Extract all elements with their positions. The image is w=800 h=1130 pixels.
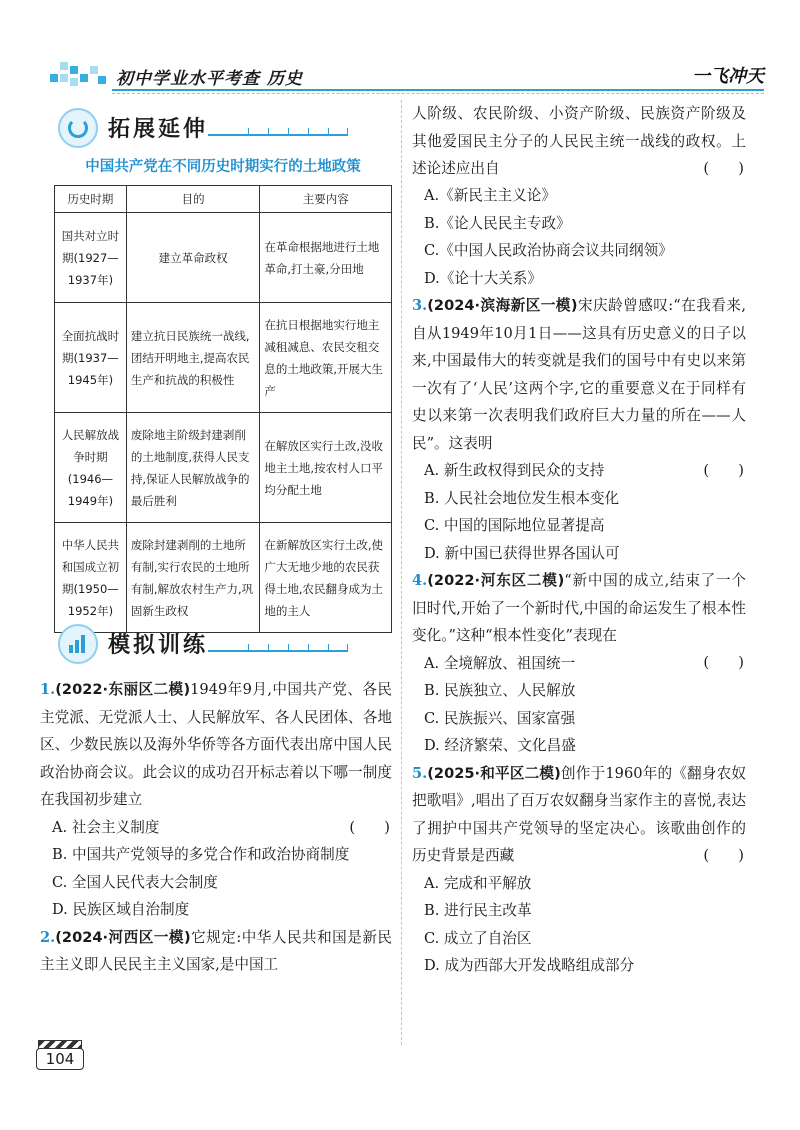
right-column: [412, 100, 746, 980]
option-b[interactable]: B. 中国共产党领导的多党合作和政治协商制度: [52, 846, 350, 863]
question-5: [412, 760, 746, 980]
option-c[interactable]: C. 全国人民代表大会制度: [52, 873, 218, 891]
question-4: [412, 567, 746, 760]
brand-logo: 一飞冲天: [692, 66, 764, 87]
question-text: 创作于1960年的《翻身农奴把歌唱》,唱出了百万农奴翻身当家作主的喜悦,表达了拥护中国共产党领导的坚定决心。该歌曲创作的历史背景是西藏: [412, 764, 746, 864]
period-cell: 人民解放战争时期(1946—1949年): [55, 413, 127, 523]
option-d[interactable]: D. 民族区域自治制度: [52, 901, 190, 918]
question-number: 2.: [40, 928, 56, 946]
column-header: 历史时期: [55, 186, 127, 213]
question-2-start: [40, 924, 392, 979]
content-cell: 在抗日根据地实行地主减租减息、农民交租交息的土地政策,开展大生产: [260, 303, 392, 413]
section-heading-extension: [58, 108, 358, 148]
column-header: 目的: [126, 186, 260, 213]
content-cell: 在新解放区实行土改,使广大无地少地的农民获得土地,农民翻身成为土地的主人: [260, 523, 392, 633]
heading-rule: [208, 650, 348, 652]
page-number: [36, 1040, 84, 1074]
question-source: (2022·河东区二模): [427, 572, 565, 589]
table-header-row: [55, 186, 392, 213]
header-divider: [112, 89, 764, 91]
purpose-cell: 建立革命政权: [126, 213, 260, 303]
swoosh-icon: [58, 108, 98, 148]
column-divider: [401, 100, 402, 1045]
heading-rule: [208, 134, 348, 136]
question-stem: [412, 760, 746, 870]
option-a[interactable]: A. 全境解放、祖国统一: [424, 654, 576, 672]
header-pattern-icon: [50, 62, 110, 90]
question-stem: [412, 567, 746, 650]
question-stem: [40, 676, 392, 814]
left-column: [40, 676, 392, 979]
question-source: (2025·和平区二模): [427, 764, 561, 782]
header-divider-dashed: [112, 93, 764, 94]
period-cell: 全面抗战时期(1937—1945年): [55, 303, 127, 413]
page-number-text: 104: [45, 1050, 75, 1068]
question-source: (2024·河西区一模): [55, 928, 191, 946]
period-cell: 中华人民共和国成立初期(1950—1952年): [55, 523, 127, 633]
section-heading-practice: [58, 624, 358, 664]
question-number: 1.: [40, 681, 56, 698]
answer-blank[interactable]: ( ): [703, 160, 744, 177]
column-header: 主要内容: [260, 186, 392, 213]
option-c[interactable]: C. 成立了自治区: [424, 929, 532, 947]
question-1: [40, 676, 392, 924]
question-3: [412, 292, 746, 567]
purpose-cell: 废除地主阶级封建剥削的土地制度,获得人民支持,保证人民解放战争的最后胜利: [126, 413, 260, 523]
table-row: [55, 413, 392, 523]
option-b[interactable]: B.《论人民民主专政》: [424, 214, 571, 232]
table-title: 中国共产党在不同历史时期实行的土地政策: [85, 159, 361, 175]
content-cell: 在解放区实行土改,没收地主土地,按农村人口平均分配土地: [260, 413, 392, 523]
purpose-cell: 建立抗日民族统一战线,团结开明地主,提高农民生产和抗战的积极性: [126, 303, 260, 413]
land-policy-table: [54, 185, 392, 633]
question-number: 4.: [412, 572, 428, 589]
answer-blank[interactable]: ( ): [703, 846, 744, 864]
option-a[interactable]: A. 新生政权得到民众的支持: [424, 462, 605, 479]
option-b[interactable]: B. 人民社会地位发生根本变化: [424, 489, 620, 507]
answer-blank[interactable]: ( ): [703, 654, 744, 671]
page-header: [50, 58, 766, 92]
option-d[interactable]: D. 新中国已获得世界各国认可: [424, 544, 620, 562]
section-title: 模拟训练: [108, 633, 209, 658]
question-stem: [40, 924, 392, 979]
option-d[interactable]: D. 经济繁荣、文化昌盛: [424, 737, 576, 754]
table-row: [55, 213, 392, 303]
period-cell: 国共对立时期(1927—1937年): [55, 213, 127, 303]
content-cell: 在革命根据地进行土地革命,打土豪,分田地: [260, 213, 392, 303]
question-stem-continued: 人阶级、农民阶级、小资产阶级、民族资产阶级及其他爱国民主分子的人民民主统一战线的政权。上述论述应出自: [412, 105, 746, 177]
option-a[interactable]: A. 社会主义制度: [52, 818, 160, 836]
option-c[interactable]: C.《中国人民政治协商会议共同纲领》: [424, 242, 673, 259]
question-text: 它规定:中华人民共和国是新民主主义即人民民主主义国家,是中国工: [40, 928, 392, 973]
answer-blank[interactable]: ( ): [349, 819, 390, 836]
question-source: (2022·东丽区二模): [55, 681, 191, 698]
answer-blank[interactable]: ( ): [703, 462, 744, 479]
option-c[interactable]: C. 民族振兴、国家富强: [424, 709, 576, 727]
purpose-cell: 废除封建剥削的土地所有制,实行农民的土地所有制,解放农村生产力,巩固新生政权: [126, 523, 260, 633]
option-c[interactable]: C. 中国的国际地位显著提高: [424, 517, 605, 534]
option-b[interactable]: B. 民族独立、人民解放: [424, 682, 576, 699]
question-number: 3.: [412, 297, 428, 314]
question-number: 5.: [412, 764, 428, 782]
option-d[interactable]: D.《论十大关系》: [424, 269, 542, 287]
question-text: 宋庆龄曾感叹:“在我看来,自从1949年10月1日——这具有历史意义的日子以来,中国最伟大的转变就是我们的国号中有史以来第一次有了‘人民’这两个字,它的重要意义在于同样有史以来第一次表明我们政府巨大力量的所在——人民”。这表明: [412, 297, 746, 452]
section-title: 拓展延伸: [108, 117, 209, 142]
question-stem: [412, 292, 746, 457]
option-a[interactable]: A.《新民主主义论》: [424, 187, 556, 204]
bar-chart-icon: [58, 624, 98, 664]
option-a[interactable]: A. 完成和平解放: [424, 874, 532, 892]
question-text: “新中国的成立,结束了一个旧时代,开始了一个新时代,中国的命运发生了根本性变化。”这种“根本性变化”表现在: [412, 572, 746, 644]
question-2-continued: [412, 100, 746, 292]
question-text: 1949年9月,中国共产党、各民主党派、无党派人士、人民解放军、各人民团体、各地区、少数民族以及海外华侨等各方面代表出席中国人民政治协商会议。此会议的成功召开标志着以下哪一制度在我国初步建立: [40, 681, 392, 808]
table-row: [55, 523, 392, 633]
question-source: (2024·滨海新区一模): [427, 297, 578, 314]
option-d[interactable]: D. 成为西部大开发战略组成部分: [424, 957, 635, 974]
header-title: 初中学业水平考查 历史: [116, 69, 303, 89]
table-row: [55, 303, 392, 413]
option-b[interactable]: B. 进行民主改革: [424, 902, 532, 919]
